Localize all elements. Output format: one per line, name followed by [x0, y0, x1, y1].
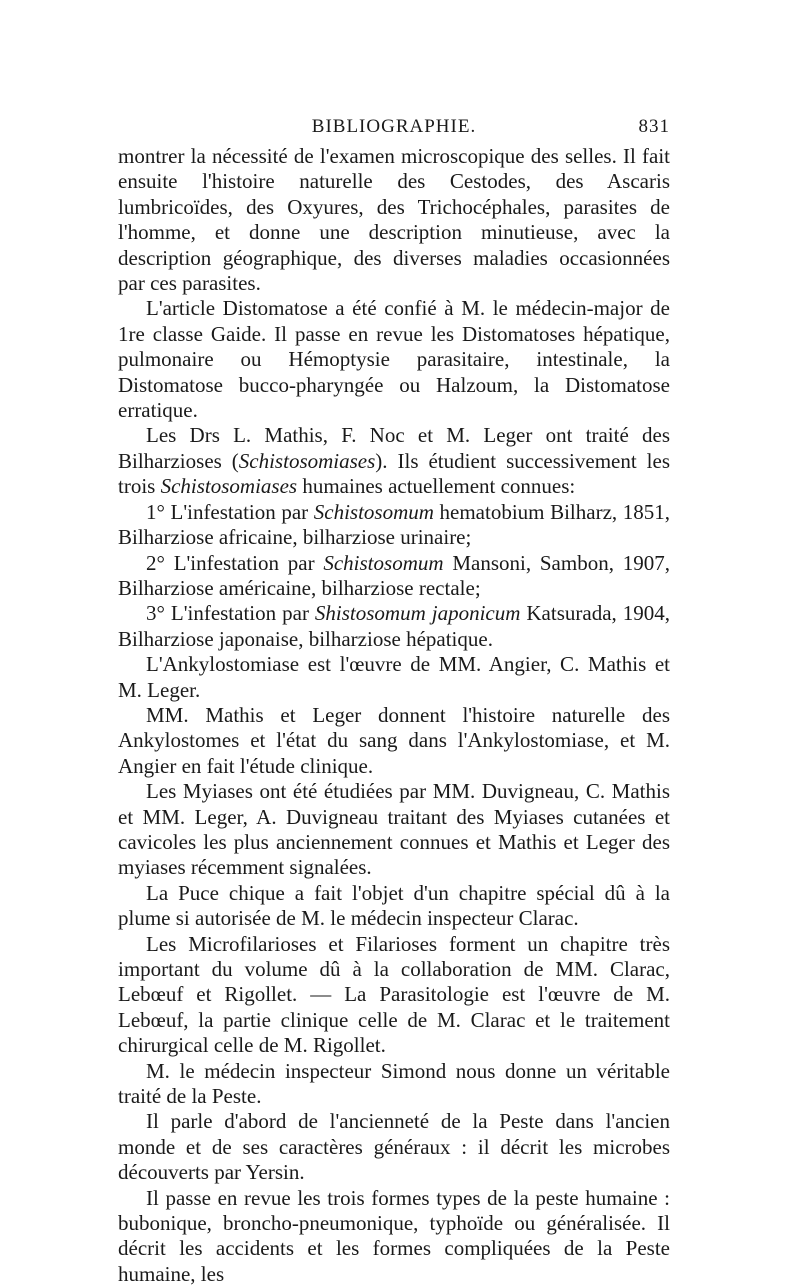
list-item: 1° L'infestation par Schistosomum hematobium Bilharz, 1851, Bilharziose africaine, bilharziose urinaire;	[118, 499, 670, 550]
header-title: BIBLIOGRAPHIE.	[311, 116, 477, 137]
paragraph: La Puce chique a fait l'objet d'un chapitre spécial dû à la plume si autorisée de M. le médecin inspecteur Clarac.	[118, 880, 670, 931]
paragraph: Il parle d'abord de l'ancienneté de la Peste dans l'ancien monde et de ses caractères généraux : il décrit les microbes découverts par Yersin.	[118, 1109, 670, 1185]
paragraph: MM. Mathis et Leger donnent l'histoire naturelle des Ankylostomes et l'état du sang dans l'Ankylostomiase, et M. Angier en fait l'étude clinique.	[118, 702, 670, 778]
paragraph: Les Microfilarioses et Filarioses forment un chapitre très important du volume dû à la collaboration de MM. Clarac, Lebœuf et Rigollet. — La Parasitologie est l'œuvre de M. Lebœuf, la partie clinique celle de M. Clarac et le traitement chirurgical celle de M. Rigollet.	[118, 931, 670, 1058]
page-number: 831	[638, 116, 670, 137]
paragraph: M. le médecin inspecteur Simond nous donne un véritable traité de la Peste.	[118, 1058, 670, 1109]
body-text	[118, 144, 670, 1287]
paragraph: L'Ankylostomiase est l'œuvre de MM. Angier, C. Mathis et M. Leger.	[118, 652, 670, 702]
paragraph: L'article Distomatose a été confié à M. le médecin-major de 1re classe Gaide. Il passe en revue les Distomatoses hépatique, pulmonaire ou Hémoptysie parasitaire, intestinale, la Distomatose bucco-pharyngée ou Halzoum, la Distomatose erratique.	[118, 296, 670, 423]
list-item: 3° L'infestation par Shistosomum japonicum Katsurada, 1904, Bilharziose japonaise, bilharziose hépatique.	[118, 601, 670, 651]
paragraph: Il passe en revue les trois formes types de la peste humaine : bubonique, broncho-pneumonique, typhoïde ou généralisée. Il décrit les accidents et les formes compliquées de la Peste humaine, les	[118, 1185, 670, 1286]
paragraph: montrer la nécessité de l'examen microscopique des selles. Il fait ensuite l'histoire naturelle des Cestodes, des Ascaris lumbricoïdes, des Oxyures, des Trichocéphales, parasites de l'homme, et donne une description minutieuse, avec la description géographique, des diverses maladies occasionnées par ces parasites.	[118, 144, 670, 296]
paragraph: Les Myiases ont été étudiées par MM. Duvigneau, C. Mathis et MM. Leger, A. Duvigneau traitant des Myiases cutanées et cavicoles les plus anciennement connues et Mathis et Leger des myiases récemment signalées.	[118, 779, 670, 880]
running-header	[118, 104, 670, 144]
paragraph: Les Drs L. Mathis, F. Noc et M. Leger ont traité des Bilharzioses (Schistosomiases). Ils étudient successivement les trois Schistosomiases humaines actuellement connues:	[118, 423, 670, 499]
list-item: 2° L'infestation par Schistosomum Mansoni, Sambon, 1907, Bilharziose américaine, bilharziose rectale;	[118, 550, 670, 600]
